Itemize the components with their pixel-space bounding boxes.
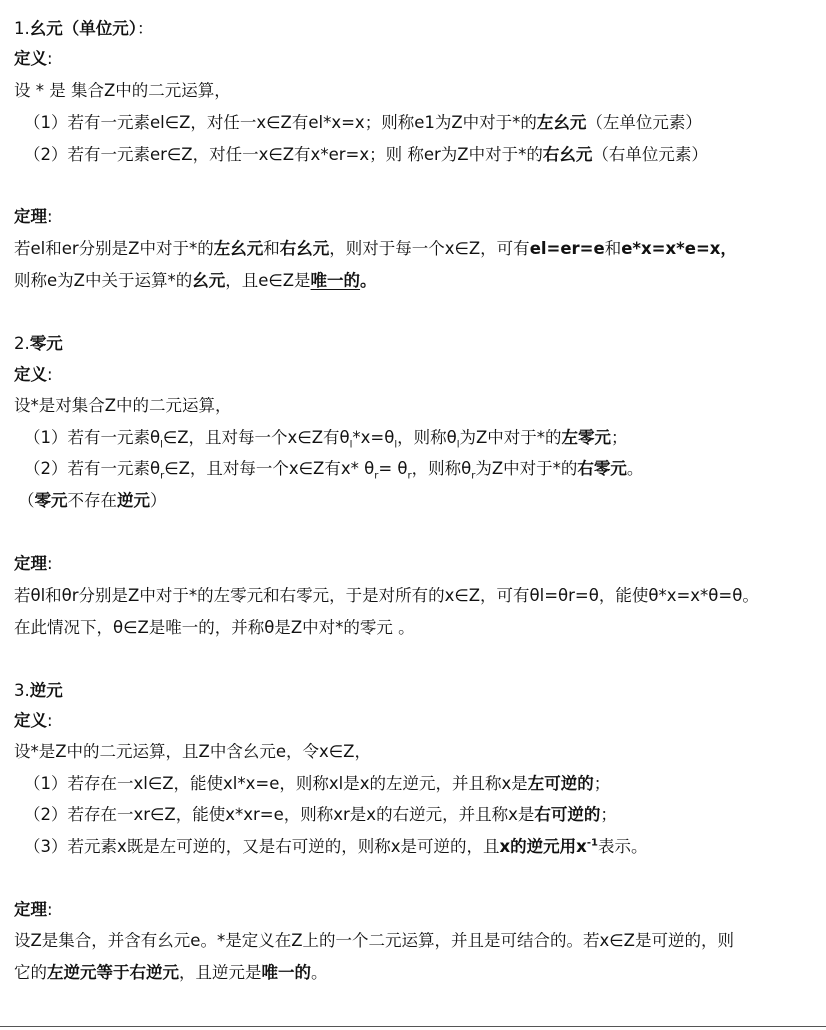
definition-item-1 bbox=[24, 427, 628, 449]
heading-number: 3. bbox=[14, 681, 30, 700]
theorem-text: 和 bbox=[263, 239, 280, 258]
theorem-text: ，则对于每一个x∈Z，可有 bbox=[329, 239, 530, 258]
theorem-label bbox=[14, 899, 53, 921]
label-text: 定理 bbox=[14, 207, 47, 226]
item-text: （3）若元素x既是左可逆的，又是右可逆的，则称x是可逆的，且 bbox=[24, 837, 500, 856]
theorem-line-2 bbox=[14, 270, 377, 292]
label-text: 定义 bbox=[14, 365, 47, 384]
definition-intro: 设 * 是 集合Z中的二元运算， bbox=[14, 81, 231, 100]
item-term: 左幺元 bbox=[536, 113, 587, 132]
item-term: x的逆元用x bbox=[499, 837, 587, 856]
theorem-text: ，且逆元是 bbox=[179, 963, 262, 982]
item-note: （右单位元素） bbox=[592, 145, 708, 164]
definition-intro: 设*是Z中的二元运算，且Z中含幺元e，令x∈Z， bbox=[14, 742, 371, 761]
label-colon: : bbox=[47, 554, 53, 573]
item-text: ∈Z，且对每一个x∈Z有θ bbox=[162, 428, 350, 447]
note-term: 零元 bbox=[34, 491, 68, 510]
theorem-text: 若el和er分别是Z中对于*的 bbox=[14, 239, 214, 258]
theorem-line-1 bbox=[14, 238, 737, 260]
item-term: 右幺元 bbox=[542, 145, 593, 164]
definition-item-1 bbox=[24, 773, 610, 795]
item-text: 为Z中对于*的 bbox=[459, 428, 562, 447]
definition-item-1 bbox=[24, 112, 702, 134]
theorem-text: 。 bbox=[311, 963, 328, 982]
subscript: l bbox=[160, 439, 163, 451]
theorem-text: 和 bbox=[604, 239, 622, 258]
subscript: l bbox=[394, 439, 398, 451]
theorem-line-2 bbox=[14, 962, 328, 984]
item-text: （2）若存在一xr∈Z，能使x*xr=e，则称xr是x的右逆元，并且称x是 bbox=[24, 805, 535, 824]
heading-text: 逆元 bbox=[29, 681, 63, 700]
heading-text: 零元 bbox=[29, 334, 63, 353]
definition-item-2 bbox=[24, 458, 643, 480]
label-text: 定义 bbox=[14, 711, 47, 730]
item-term: 左可逆的 bbox=[527, 774, 594, 793]
subscript: r bbox=[374, 470, 379, 482]
theorem-text: 它的 bbox=[14, 963, 47, 982]
note-text: 不存在 bbox=[67, 491, 117, 510]
item-text: 表示。 bbox=[597, 837, 648, 856]
item-term: 右零元 bbox=[577, 459, 627, 478]
item-text: ； bbox=[611, 428, 628, 447]
subscript: r bbox=[471, 470, 476, 482]
item-text: ，则称θ bbox=[397, 428, 457, 447]
theorem-formula: e*x=x*e=x， bbox=[621, 239, 737, 258]
item-term: 右可逆的 bbox=[534, 805, 601, 824]
section-1-heading bbox=[14, 18, 154, 40]
item-note: （左单位元素） bbox=[586, 113, 702, 132]
item-text: （1）若存在一xl∈Z，能使xl*x=e，则称xl是x的左逆元，并且称x是 bbox=[24, 774, 528, 793]
item-text: （1）若有一元素el∈Z，对任一x∈Z有el*x=x；则称e1为Z中对于*的 bbox=[24, 113, 537, 132]
subscript: r bbox=[160, 470, 165, 482]
item-text: （2）若有一元素er∈Z，对任一x∈Z有x*er=x；则 称er为Z中对于*的 bbox=[24, 145, 543, 164]
subscript: l bbox=[456, 439, 460, 451]
label-text: 定理 bbox=[14, 900, 47, 919]
theorem-term: 左逆元等于右逆元 bbox=[47, 963, 179, 982]
heading-colon: ： bbox=[137, 19, 154, 38]
theorem-term: 唯一的 bbox=[261, 963, 311, 982]
label-colon: : bbox=[47, 49, 53, 68]
item-text: = θ bbox=[378, 459, 408, 478]
item-term: 左零元 bbox=[561, 428, 612, 447]
label-colon: : bbox=[47, 711, 53, 730]
definition-label bbox=[14, 710, 53, 732]
item-text: *x=θ bbox=[352, 428, 395, 447]
theorem-text: 。 bbox=[360, 271, 377, 290]
theorem-line-2: 在此情况下，θ∈Z是唯一的，并称θ是Z中对*的零元 。 bbox=[14, 618, 415, 637]
subscript: r bbox=[407, 470, 412, 482]
heading-text: 幺元（单位元） bbox=[29, 19, 137, 38]
definition-item-2 bbox=[24, 804, 617, 826]
heading-number: 1. bbox=[14, 19, 30, 38]
theorem-term: 左幺元 bbox=[213, 239, 264, 258]
theorem-emphasis: 唯一的 bbox=[310, 271, 361, 290]
item-text: ； bbox=[600, 805, 617, 824]
theorem-term: 幺元 bbox=[192, 271, 226, 290]
theorem-line-1: 若θl和θr分别是Z中对于*的左零元和右零元，于是对所有的x∈Z，可有θl=θr=θ，能使θ*x=x*θ=θ。 bbox=[14, 586, 759, 605]
note-paren: （ bbox=[18, 491, 35, 510]
section-2-heading bbox=[14, 333, 63, 355]
label-text: 定理 bbox=[14, 554, 47, 573]
item-text: ； bbox=[593, 774, 611, 793]
item-text: ，则称θ bbox=[411, 459, 472, 478]
theorem-term: 右幺元 bbox=[279, 239, 330, 258]
theorem-formula: el=er=e bbox=[529, 239, 605, 258]
definition-note bbox=[18, 490, 167, 512]
theorem-text: 则称e为Z中关于运算*的 bbox=[14, 271, 193, 290]
definition-item-3 bbox=[24, 836, 647, 858]
definition-item-2 bbox=[24, 144, 708, 166]
label-text: 定义 bbox=[14, 49, 47, 68]
bottom-divider bbox=[0, 1026, 826, 1027]
item-text: 。 bbox=[626, 459, 644, 478]
theorem-text: ，且e∈Z是 bbox=[225, 271, 311, 290]
note-paren: ） bbox=[150, 491, 167, 510]
definition-label bbox=[14, 48, 53, 70]
theorem-label bbox=[14, 206, 53, 228]
label-colon: : bbox=[47, 207, 53, 226]
item-text: （2）若有一元素θ bbox=[24, 459, 161, 478]
label-colon: : bbox=[47, 365, 53, 384]
label-colon: : bbox=[47, 900, 53, 919]
section-3-heading bbox=[14, 680, 63, 702]
heading-number: 2. bbox=[14, 334, 30, 353]
theorem-label bbox=[14, 553, 53, 575]
definition-intro: 设*是对集合Z中的二元运算， bbox=[14, 396, 232, 415]
item-text: ∈Z，且对每一个x∈Z有x* θ bbox=[164, 459, 375, 478]
item-text: 为Z中对于*的 bbox=[475, 459, 578, 478]
definition-label bbox=[14, 364, 53, 386]
theorem-line-1: 设Z是集合，并含有幺元e。*是定义在Z上的一个二元运算，并且是可结合的。若x∈Z是可逆的，则 bbox=[14, 931, 734, 950]
item-text: （1）若有一元素θ bbox=[24, 428, 161, 447]
superscript: -1 bbox=[586, 837, 598, 849]
subscript: l bbox=[349, 439, 353, 451]
note-term: 逆元 bbox=[117, 491, 150, 510]
